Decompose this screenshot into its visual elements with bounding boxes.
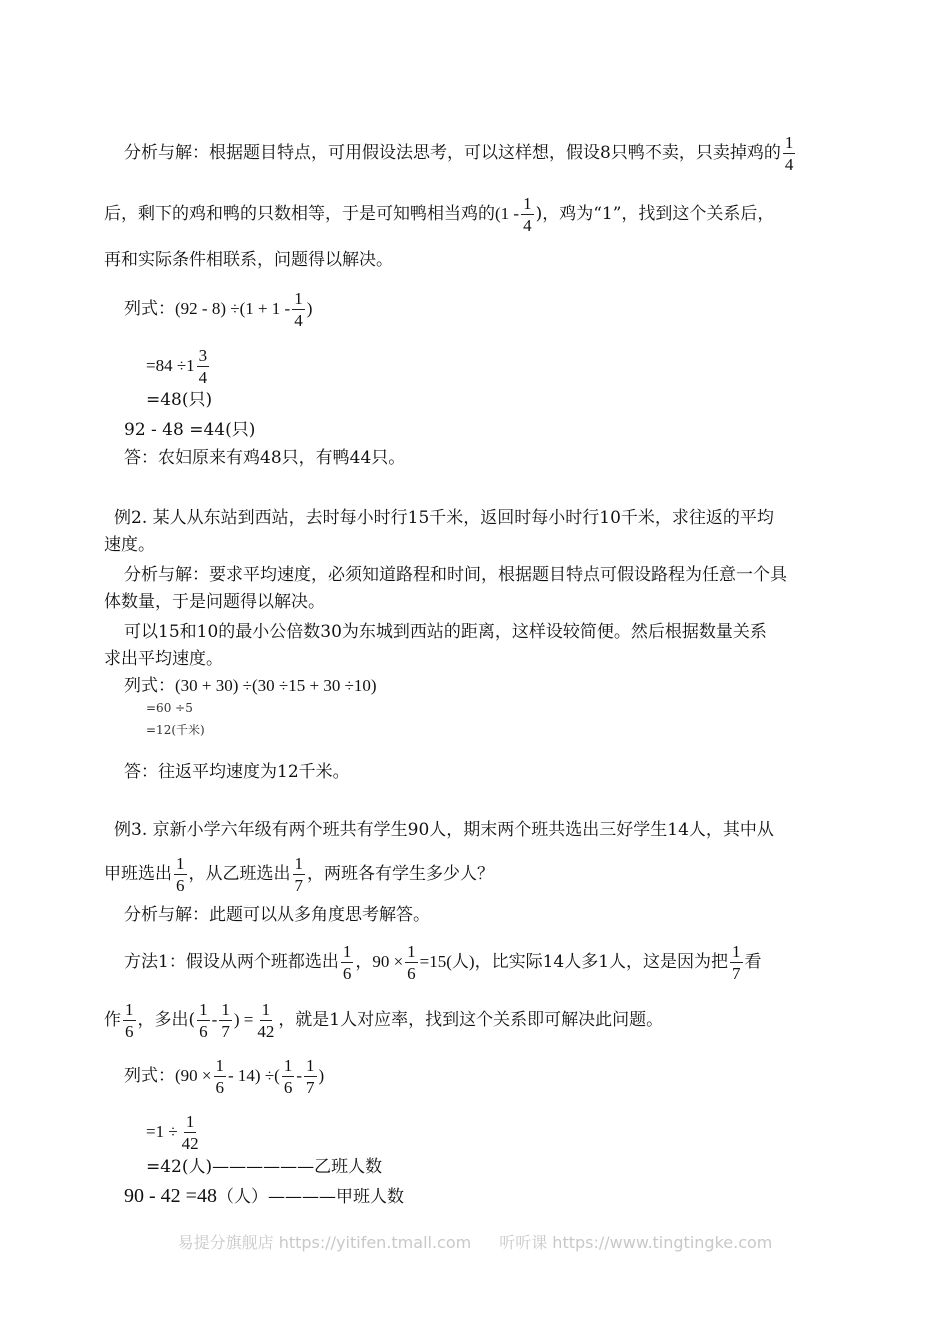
- ex3-method1-line2: 作 $\frac{1}{6}$ ，多出( $\frac{1}{6}$ - $\frac{1}{7}$ ) = $\frac{1}{42}$ ，就是1人对应率，找到这个关系即可解决此问题。: [104, 1000, 664, 1041]
- ex2-step2: =12(千米): [146, 723, 205, 737]
- fraction-one-sixth: $\frac{1}{6}$: [199, 1000, 208, 1041]
- fraction-one-seventh: $\frac{1}{7}$: [306, 1056, 315, 1097]
- fraction-one-quarter: $\frac{1}{4}$: [294, 289, 303, 330]
- ex3-step2: =42(人)——————乙班人数: [146, 1157, 383, 1177]
- fraction-one-sixth: $\frac{1}{6}$: [215, 1056, 224, 1097]
- ex1-step2: =48(只): [146, 390, 213, 410]
- ex2-question-line1: 例2. 某人从东站到西站，去时每小时行15千米，返回时每小时行10千米，求往返的平均: [114, 508, 774, 528]
- fraction-one-seventh: $\frac{1}{7}$: [221, 1000, 230, 1041]
- fraction-one-seventh: $\frac{1}{7}$: [294, 854, 303, 895]
- ex1-step3: 92 - 48 =44(只): [124, 420, 256, 440]
- fraction-one-quarter: $\frac{1}{4}$: [784, 133, 794, 174]
- ex3-analysis: 分析与解：此题可以从多角度思考解答。: [124, 905, 430, 925]
- ex2-analysis-line1: 分析与解：要求平均速度，必须知道路程和时间，根据题目特点可假设路程为任意一个具: [124, 565, 787, 585]
- ex3-method1-line1: 方法1：假设从两个班都选出 $\frac{1}{6}$ ，90 × $\frac{1}{6}$ =15(人)，比实际14人多1人，这是因为把 $\frac{1}{7}$ 看: [124, 942, 762, 983]
- fraction-one-sixth: $\frac{1}{6}$: [407, 942, 416, 983]
- fraction-one-sixth: $\frac{1}{6}$: [125, 1000, 134, 1041]
- ex2-question-line2: 速度。: [104, 535, 155, 555]
- footer-link-yitifen[interactable]: 易提分旗舰店 https://yitifen.tmall.com: [177, 1233, 472, 1252]
- ex2-method-line2: 求出平均速度。: [104, 649, 223, 669]
- ex1-analysis-line3: 再和实际条件相联系，问题得以解决。: [104, 250, 393, 270]
- fraction-one-seventh: $\frac{1}{7}$: [732, 942, 741, 983]
- ex2-analysis-line2: 体数量，于是问题得以解决。: [104, 592, 325, 612]
- footer-link-tingtingke[interactable]: 听听课 https://www.tingtingke.com: [499, 1233, 773, 1252]
- ex2-answer: 答：往返平均速度为12千米。: [124, 762, 350, 782]
- ex1-analysis-line1: 分析与解：根据题目特点，可用假设法思考，可以这样想，假设8只鸭不卖，只卖掉鸡的 $\frac{1}{4}$: [124, 133, 794, 174]
- fraction-one-fortysecond: $\frac{1}{42}$: [257, 1000, 275, 1041]
- fraction-one-sixth: $\frac{1}{6}$: [342, 942, 352, 983]
- ex3-question-line1: 例3. 京新小学六年级有两个班共有学生90人，期末两个班共选出三好学生14人，其中从: [114, 820, 774, 840]
- ex3-question-line2: 甲班选出 $\frac{1}{6}$ ，从乙班选出 $\frac{1}{7}$ ，两班各有学生多少人？: [104, 854, 494, 895]
- ex1-formula: 列式：(92 - 8) ÷(1 + 1 - $\frac{1}{4}$ ): [124, 289, 313, 330]
- ex1-answer: 答：农妇原来有鸡48只，有鸭44只。: [124, 448, 406, 468]
- ex1-step1: =84 ÷1 $\frac{3}{4}$: [146, 346, 208, 387]
- ex1-analysis-line2: 后，剩下的鸡和鸭的只数相等，于是可知鸭相当鸡的(1 - $\frac{1}{4}$ )，鸡为“1”，找到这个关系后，: [104, 194, 775, 235]
- fraction-one-sixth: $\frac{1}{6}$: [176, 854, 185, 895]
- ex2-step1: =60 ÷5: [146, 701, 193, 715]
- fraction-one-quarter: $\frac{1}{4}$: [523, 194, 532, 235]
- footer-watermark: [0, 1230, 950, 1253]
- ex3-step1: =1 ÷ $\frac{1}{42}$: [146, 1112, 199, 1153]
- ex2-formula: 列式：(30 + 30) ÷(30 ÷15 + 30 ÷10): [124, 676, 377, 696]
- ex3-step3: 90 - 42 =48（人）————甲班人数: [124, 1185, 404, 1207]
- fraction-one-fortysecond: $\frac{1}{42}$: [181, 1112, 199, 1153]
- fraction-one-sixth: $\frac{1}{6}$: [283, 1056, 293, 1097]
- fraction-three-quarters: $\frac{3}{4}$: [198, 346, 208, 387]
- ex3-formula: 列式：(90 × $\frac{1}{6}$ - 14) ÷( $\frac{1}{6}$ - $\frac{1}{7}$ ): [124, 1056, 325, 1097]
- ex2-method-line1: 可以15和10的最小公倍数30为东城到西站的距离，这样设较简便。然后根据数量关系: [124, 622, 767, 642]
